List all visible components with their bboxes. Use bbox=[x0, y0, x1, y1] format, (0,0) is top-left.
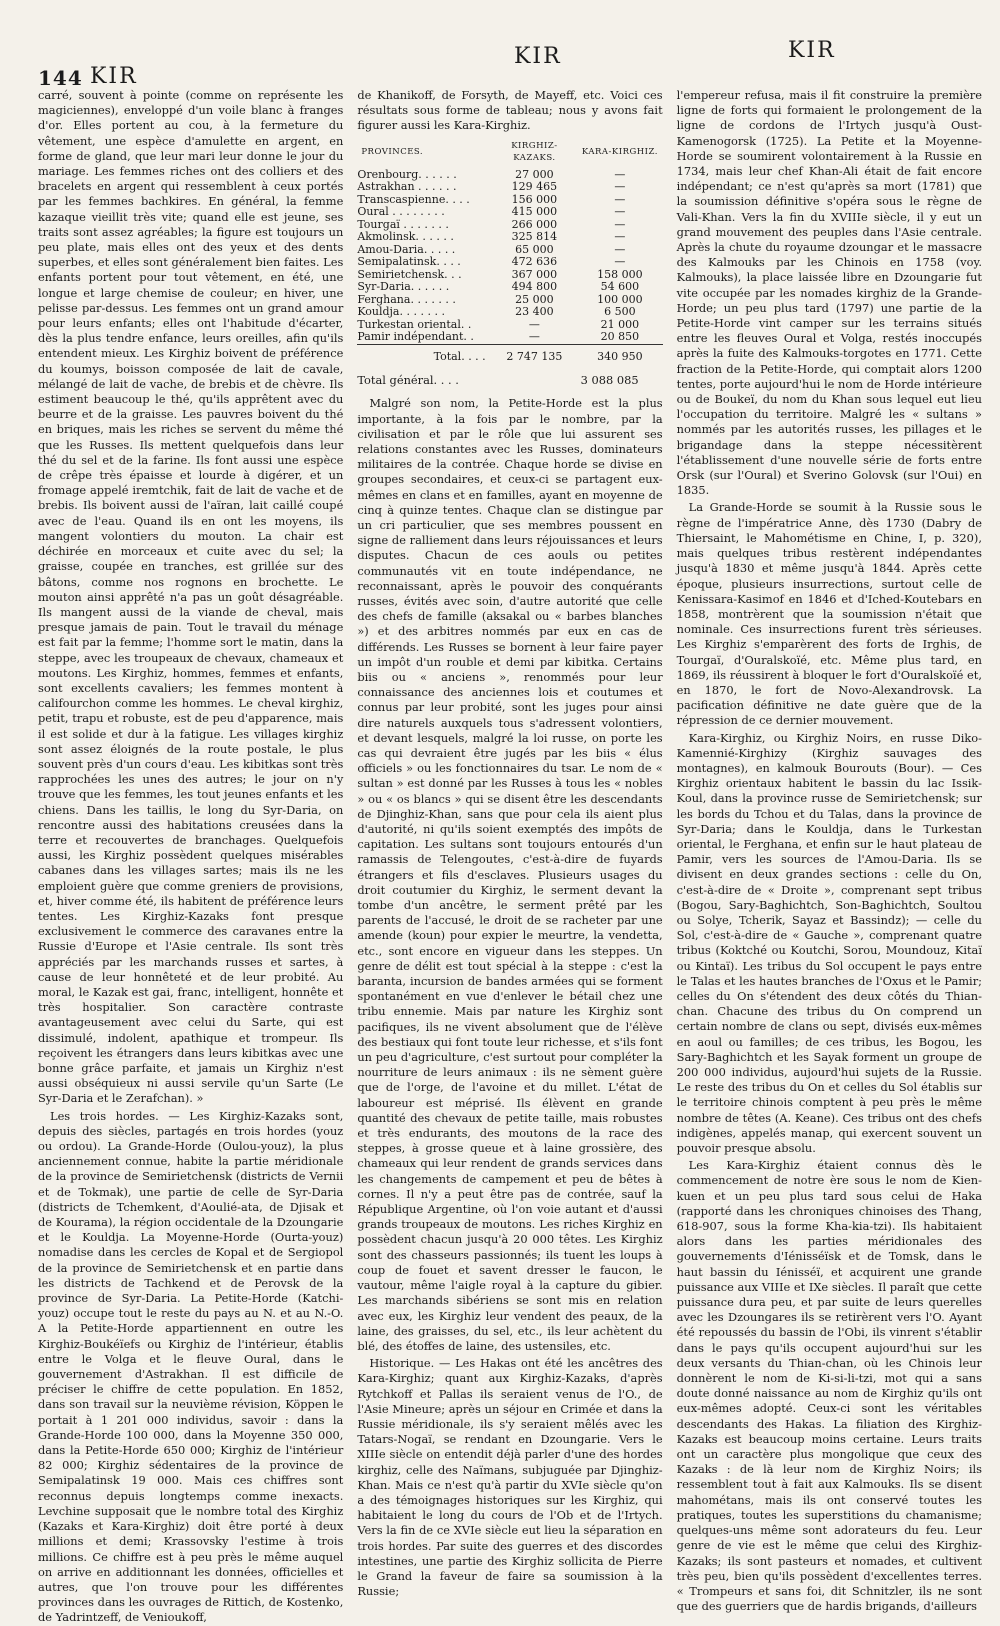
province-name: Syr-Daria. . . . . . bbox=[357, 280, 450, 294]
headword-left: KIR bbox=[90, 64, 138, 89]
paragraph: l'empereur refusa, mais il fit construire la première ligne de forts qui formaient le prolongement de la ligne de cordons de l'Irtych jusqu'à Oust-Kamenogorsk (1725). La Petite et la Moyenne-Horde se soumirent volontairement à la Russie en 1734, mais leur chef Khan-Ali était de fait encore indépendant; ce n'est qu'après sa mort (1781) que la soumission définitive s'opéra sous le règne de Vali-Khan. Vers la fin du XVIIIe siècle, il y eut un grand mouvement des peuples dans l'Asie centrale. Après la chute du royaume dzoungar et le massacre des Kalmouks par les Chinois en 1758 (voy. Kalmouks), la place laissée libre en Dzoungarie fut vite occupée par les nomades kirghiz de la Grande-Horde; un peu plus tard (1797) une partie de la Petite-Horde vint camper sur les terrains situés entre les fleuves Oural et Volga, restés inoccupés après la fuite des Kalmouks-torgotes en 1771. Cette fraction de la Petite-Horde, qui comptait alors 1200 tentes, porte aujourd'hui le nom de Horde intérieure ou de Boukeï, du nom du Khan sous lequel eut lieu l'occupation du territoire. Malgré les « sultans » nommés par les autorités russes, les pillages et le brigandage dans la steppe nécessitèrent l'établissement d'une nouvelle série de forts entre Orsk (sur l'Oural) et Sverino Golovsk (sur l'Oui) en 1835. bbox=[676, 88, 982, 498]
kara-count: — bbox=[614, 242, 626, 256]
kazaks-count: 325 814 bbox=[511, 230, 558, 244]
total-kazaks: 2 747 135 bbox=[492, 344, 577, 363]
province-name: Orenbourg. . . . . . bbox=[357, 167, 457, 181]
running-head bbox=[28, 36, 982, 90]
kara-count: 158 000 bbox=[597, 267, 643, 281]
kazaks-count: 472 636 bbox=[511, 255, 558, 269]
kazaks-count: 494 800 bbox=[511, 280, 558, 294]
kara-count: — bbox=[614, 230, 626, 244]
province-name: Akmolinsk. . . . . . bbox=[357, 230, 454, 244]
text-columns bbox=[38, 88, 982, 1625]
paragraph: La Grande-Horde se soumit à la Russie sous le règne de l'impératrice Anne, dès 1730 (Dabry de Thiersaint, le Mahométisme en Chine, I, p. 320), mais quelques tribus restèrent indépendantes jusqu'à 1830 et même jusqu'à 1844. Après cette époque, plusieurs insurrections, surtout celle de Kenissara-Kasimof en 1846 et d'Iched-Koutebars en 1858, montrèrent que la soumission n'était que nominale. Ces insurrections furent très sérieuses. Les Kirghiz s'emparèrent des forts de Irghis, de Tourgaï, d'Ouralskoïé, etc. Même plus tard, en 1869, ils réussirent à bloquer le fort d'Ouralskoïé et, en 1870, le fort de Novo-Alexandrovsk. La pacification définitive ne date guère que de la répression de ce dernier mouvement. bbox=[676, 500, 982, 728]
total-kara: 340 950 bbox=[577, 344, 663, 363]
kara-count: — bbox=[614, 192, 626, 206]
paragraph-trois-hordes: Les trois hordes. — Les Kirghiz-Kazaks sont, depuis des siècles, partagés en trois hordes (youz ou ordou). La Grande-Horde (Oulou-youz), la plus anciennement connue, habite la partie méridionale de la province de Semirietchensk (districts de Vernii et de Tokmak), une partie de celle de Syr-Daria (districts de Tchemkent, d'Aoulié-ata, de Djisak et de Kourama), la région occidentale de la Dzoungarie et le Kouldja. La Moyenne-Horde (Ourta-youz) nomadise dans les cercles de Kopal et de Sergiopol de la province de Semirietchensk et en partie dans les districts de Tachkend et de Perovsk de la province de Syr-Daria. La Petite-Horde (Katchi-youz) occupe tout le reste du pays au N. et au N.-O. A la Petite-Horde appartiennent en outre les Kirghiz-Boukéïefs ou Kirghiz de l'intérieur, établis entre le Volga et le fleuve Oural, dans le gouvernement d'Astrakhan. Il est difficile de préciser le chiffre de cette population. En 1852, dans son travail sur la neuvième révision, Köppen le portait à 1 201 000 individus, savoir : dans la Grande-Horde 100 000, dans la Moyenne 350 000, dans la Petite-Horde 650 000; Kirghiz de l'intérieur 82 000; Kirghiz sédentaires de la province de Semipalatinsk 19 000. Mais ces chiffres sont reconnus depuis longtemps comme inexacts. Levchine supposait que le nombre total des Kirghiz (Kazaks et Kara-Kirghiz) doit être porté à deux millions et demi; Krassovsky l'estime à trois millions. Ce chiffre est à peu près le même auquel on arrive en additionnant les données, officielles et autres, que l'on trouve pour les différentes provinces dans les ouvrages de Rittich, de Kostenko, de Yadrintzeff, de Venioukoff, bbox=[38, 1108, 344, 1625]
column-1 bbox=[38, 88, 344, 1625]
table-total-row bbox=[357, 344, 662, 363]
province-name: Semipalatinsk. . . . bbox=[357, 255, 461, 269]
province-name: Astrakhan . . . . . . bbox=[357, 180, 457, 194]
headword-center: KIR bbox=[514, 44, 562, 69]
headword-right: KIR bbox=[788, 38, 836, 63]
table-row bbox=[357, 181, 662, 194]
province-name: Semirietchensk. . . bbox=[357, 267, 462, 281]
table-row bbox=[357, 231, 662, 244]
paragraph: Malgré son nom, la Petite-Horde est la plus importante, à la fois par le nombre, par la civilisation et par le rôle que lui assurent ses relations constantes avec les Russes, dominateurs militaires de la contrée. Chaque horde se divise en groupes secondaires, et ceux-ci se partagent eux-mêmes en clans et en familles, ayant en moyenne de cinq à quinze tentes. Chaque clan se distingue par un cri particulier, que ses membres poussent en signe de ralliement dans leurs réjouissances et leurs disputes. Chacun de ces aouls ou petites communautés vit en toute indépendance, ne reconnaissant, après le pouvoir des conquérants russes, évités avec soin, d'autre autorité que celle des chefs de famille (aksakal ou « barbes blanches ») et des arbitres nommés par eux en cas de différends. Les Russes se bornent à leur faire payer un impôt d'un rouble et demi par kibitka. Certains biis ou « anciens », renommés pour leur connaissance des anciennes lois et coutumes et connus par leur probité, sont les juges pour ainsi dire naturels auxquels tous s'adressent volontiers, et devant lesquels, malgré la loi russe, on porte les cas qui devraient être jugés par les biis « élus officiels » ou les fonctionnaires du tsar. Le nom de « sultan » est donné par les Russes à tous les « nobles » ou « os blancs » qui se disent être les descendants de Djinghiz-Khan, sans que pour cela ils aient plus d'autorité, ni qu'ils soient exemptés des impôts de capitation. Les sultans sont toujours entourés d'un ramassis de Telengoutes, c'est-à-dire de fuyards étrangers et fils d'esclaves. Plusieurs usages du droit coutumier du Kirghiz, le serment devant la tombe d'un ancêtre, le serment prêté par les parents de l'accusé, le droit de se racheter par une amende (koun) pour expier le meurtre, la vendetta, etc., sont encore en vigueur dans les steppes. Un genre de délit est tout spécial à la steppe : c'est la baranta, incursion de bandes armées qui se forment spontanément en vue d'enlever le bétail chez une tribu ennemie. Mais par nature les Kirghiz sont pacifiques, ils ne vivent absolument que de l'élève des bestiaux qui font toute leur richesse, et s'ils font un peu d'agriculture, c'est surtout pour compléter la nourriture de leurs animaux : ils ne sèment guère que de l'orge, de l'avoine et du millet. L'état de laboureur est méprisé. Ils élèvent en grande quantité des chevaux de petite taille, mais robustes et très endurants, des moutons de la race des steppes, à grosse queue et à laine grossière, des chameaux qui leur rendent de grands services dans les changements de campement et peu de bêtes à cornes. Il n'y a peut être pas de contrée, sauf la République Argentine, où l'on voie autant et d'aussi grands troupeaux de moutons. Les riches Kirghiz en possèdent chacun jusqu'à 20 000 têtes. Les Kirghiz sont des chasseurs passionnés; ils tuent les loups à coup de fouet et savent dresser le faucon, le vautour, même l'aigle royal à la capture du gibier. Les marchands sibériens se sont mis en relation avec eux, les Kirghiz leur vendent des peaux, de la laine, des graisses, du sel, etc., ils leur achètent du blé, des étoffes de laine, des ustensiles, etc. bbox=[357, 396, 663, 1353]
province-name: Transcaspienne. . . . bbox=[357, 192, 470, 206]
kara-count: 20 850 bbox=[600, 330, 640, 344]
kara-count: — bbox=[614, 180, 626, 194]
kara-count: 21 000 bbox=[600, 317, 640, 331]
kara-count: — bbox=[614, 205, 626, 219]
kazaks-count: 266 000 bbox=[511, 217, 558, 231]
table-row bbox=[357, 306, 662, 319]
paragraph: carré, souvent à pointe (comme on représente les magiciennes), enveloppé d'un voile blanc à franges d'or. Elles portent au cou, à la fermeture du vêtement, une espèce d'amulette en argent, en forme de gland, que leur mari leur donne le jour du mariage. Les femmes riches ont des colliers et des bracelets en argent qui ressemblent à ceux portés par les femmes bachkires. En général, la femme kazaque vieillit très vite; quand elle est jeune, ses traits sont assez agréables; la figure est toujours un peu plate, mais elles ont des yeux et des dents superbes, et elles sont généralement bien faites. Les enfants portent pour tout vêtement, en été, une longue et large chemise de couleur; en hiver, une pelisse par-dessus. Les femmes ont un grand amour pour leurs enfants; elles ont l'habitude d'écarter, dès la plus tendre enfance, leurs oreilles, afin qu'ils entendent mieux. Les Kirghiz boivent de préférence du koumys, boisson composée de lait de cavale, mélangé de lait de vache, de brebis et de chèvre. Ils estiment beaucoup le thé, qu'ils apprêtent avec du beurre et de la graisse. Les pauvres boivent du thé en briques, mais les riches se servent du même thé que les Russes. Ils mettent quelquefois dans leur thé du sel et de la farine. Ils font aussi une espèce de crêpe très épaisse et lourde à digérer, et un fromage appelé iremtchik, fait de lait de vache et de brebis. Ils boivent aussi de l'aïran, lait caillé coupé avec de l'eau. Quand ils en ont les moyens, ils mangent volontiers du mouton. La chair est déchirée en morceaux et cuite avec du sel; la graisse, coupée en tranches, est grillée sur des bâtons, comme nos rognons en brochette. Le mouton ainsi apprêté n'a pas un goût désagréable. Ils mangent aussi de la viande de cheval, mais presque jamais de pain. Tout le travail du ménage est fait par la femme; l'homme sort le matin, dans la steppe, avec les troupeaux de chevaux, chameaux et moutons. Les Kirghiz, hommes, femmes et enfants, sont excellents cavaliers; les femmes montent à califourchon comme les hommes. Le cheval kirghiz, petit, trapu et robuste, est de peu d'apparence, mais il est solide et dur à la fatigue. Les villages kirghiz sont assez éloignés de la route postale, le plus souvent près d'un cours d'eau. Les kibitkas sont très rapprochées les unes des autres; le jour on n'y trouve que les femmes, les tout jeunes enfants et les chiens. Dans les taillis, le long du Syr-Daria, on rencontre aussi des habitations creusées dans la terre et recouvertes de branchages. Quelquefois aussi, les Kirghiz possèdent quelques misérables cabanes dans les villages sartes; mais ils ne les emploient guère que comme greniers de provisions, et, hiver comme été, ils habitent de préférence leurs tentes. Les Kirghiz-Kazaks font presque exclusivement le commerce des caravanes entre la Russie d'Europe et l'Asie centrale. Ils sont très appréciés par les marchands russes et sartes, à cause de leur honnêteté et de leur probité. Au moral, le Kazak est gai, franc, intelligent, honnête et très hospitalier. Son caractère contraste avantageusement avec celui du Sarte, qui est dissimulé, indolent, apathique et trompeur. Ils reçoivent les étrangers dans leurs kibitkas avec une bonne grâce parfaite, et jamais un Kirghiz n'est aussi obséquieux ni aussi servile qu'un Sarte (Le Syr-Daria et le Zerafchan). » bbox=[38, 88, 344, 1106]
header-kirghiz-kazaks: KIRGHIZ-KAZAKS. bbox=[511, 140, 558, 164]
column-3 bbox=[676, 88, 982, 1614]
table-header-row bbox=[357, 138, 662, 169]
kazaks-count: — bbox=[528, 317, 540, 331]
province-name: Ferghana. . . . . . . bbox=[357, 292, 456, 306]
kazaks-count: 27 000 bbox=[515, 167, 554, 181]
kazaks-count: 25 000 bbox=[515, 292, 554, 306]
kara-count: 100 000 bbox=[597, 292, 643, 306]
paragraph-historique: Historique. — Les Hakas ont été les ancêtres des Kara-Kirghiz; quant aux Kirghiz-Kazaks, d'après Rytchkoff et Pallas ils seraient venus de l'O., de l'Asie Mineure; après un séjour en Crimée et dans la Russie méridionale, ils s'y seraient mêlés avec les Tatars-Nogaï, se rendant en Dzoungarie. Vers le XIIIe siècle on entendit déjà parler d'une des hordes kirghiz, celle des Naïmans, subjuguée par Djinghiz-Khan. Mais ce n'est qu'à partir du XVIe siècle qu'on a des témoignages historiques sur les Kirghiz, qui habitaient le long du cours de l'Ob et de l'Irtych. Vers la fin de ce XVIe siècle eut lieu la séparation en trois hordes. Par suite des guerres et des discordes intestines, une partie des Kirghiz sollicita de Pierre le Grand la faveur de faire sa soumission à la Russie; bbox=[357, 1356, 663, 1599]
province-name: Tourgaï . . . . . . . bbox=[357, 217, 449, 231]
table-row bbox=[357, 331, 662, 344]
total-label: Total. . . . bbox=[357, 344, 491, 363]
province-name: Pamir indépendant. . bbox=[357, 330, 474, 344]
kazaks-count: 156 000 bbox=[511, 192, 558, 206]
kara-count: 54 600 bbox=[600, 280, 640, 294]
paragraph-kara-kirghiz: Kara-Kirghiz, ou Kirghiz Noirs, en russe Diko-Kamennié-Kirghizy (Kirghiz sauvages des montagnes), en kalmouk Bourouts (Bour). — Ces Kirghiz orientaux habitent le bassin du lac Issik-Koul, dans la province russe de Semirietchensk; sur les bords du Tchou et du Talas, dans la province de Syr-Daria; dans le Kouldja, dans le Turkestan oriental, le Ferghana, et enfin sur le haut plateau de Pamir, vers les sources de l'Amou-Daria. Ils se divisent en deux grandes sections : celle du On, c'est-à-dire de « Droite », comprenant sept tribus (Bogou, Sary-Baghichtch, Son-Baghichtch, Soultou ou Solye, Tcherik, Sayaz et Bassindz); — celle du Sol, c'est-à-dire de « Gauche », comprenant quatre tribus (Koktché ou Koutchi, Sorou, Moundouz, Kitaï ou Kintaï). Les tribus du Sol occupent le pays entre le Talas et les hautes branches de l'Oxus et le Pamir; celles du On s'étendent des deux côtés du Thian-chan. Chacune des tribus du On comprend un certain nombre de clans ou sept, divisés eux-mêmes en aoul ou familles; de ces tribus, les Bogou, les Sary-Baghichtch et les Sayak forment un groupe de 200 000 individus, aujourd'hui sujets de la Russie. Le reste des tribus du On et celles du Sol établis sur le territoire chinois comptent à peu près le même nombre de têtes (A. Keane). Ces tribus ont des chefs indigènes, appelés manap, qui exercent souvent un pouvoir presque absolu. bbox=[676, 730, 982, 1156]
grand-total bbox=[357, 369, 662, 396]
province-name: Kouldja. . . . . . . bbox=[357, 305, 445, 319]
kazaks-count: 129 465 bbox=[511, 180, 558, 194]
column-2 bbox=[357, 88, 663, 1599]
table-body bbox=[357, 169, 662, 345]
grand-total-label: Total général. . . . bbox=[357, 373, 459, 388]
population-table bbox=[357, 138, 662, 364]
grand-total-value: 3 088 085 bbox=[580, 373, 639, 388]
province-name: Amou-Daria. . . . . bbox=[357, 242, 456, 256]
kazaks-count: 65 000 bbox=[515, 242, 554, 256]
paragraph-intro: de Khanikoff, de Forsyth, de Mayeff, etc. Voici ces résultats sous forme de tableau; nous y avons fait figurer aussi les Kara-Kirghiz. bbox=[357, 88, 663, 133]
kara-count: — bbox=[614, 255, 626, 269]
province-name: Turkestan oriental. . bbox=[357, 317, 472, 331]
page-number: 144 bbox=[38, 66, 83, 90]
kara-count: — bbox=[614, 217, 626, 231]
paragraph: Les Kara-Kirghiz étaient connus dès le commencement de notre ère sous le nom de Kien-kuen et un peu plus tard sous celui de Haka (rapporté dans les chroniques chinoises des Thang, 618-907, sous la forme Kha-kia-tzi). Ils habitaient alors dans les parties méridionales des gouvernements d'Iénisséïsk et de Tomsk, dans le haut bassin du Iénisséï, et acquirent une grande puissance aux VIIIe et IXe siècles. Il paraît que cette puissance dura peu, et par suite de leurs querelles avec les Dzoungares ils se retirèrent vers l'O. Ayant été repoussés du bassin de l'Obi, ils vinrent s'établir dans le pays qu'ils occupent aujourd'hui sur les deux versants du Thian-chan, où les Chinois leur donnèrent le nom de Ki-si-li-tzi, mot qui a sans doute donné naissance au nom de Kirghiz qu'ils ont eux-mêmes adopté. Ceux-ci sont les véritables descendants des Hakas. La filiation des Kirghiz-Kazaks est beaucoup moins certaine. Leurs traits ont un caractère plus mongolique que ceux des Kazaks : de là leur nom de Kirghiz Noirs; ils ressemblent tout à fait aux Kalmouks. Ils se disent mahométans, mais ils ont conservé toutes les pratiques, toutes les superstitions du chamanisme; quelques-uns même sont adorateurs du feu. Leur genre de vie est le même que celui des Kirghiz-Kazaks; ils sont pasteurs et nomades, et cultivent très peu, bien qu'ils possèdent d'excellentes terres. « Trompeurs et sans foi, dit Schnitzler, ils ne sont que des guerriers que de hardis brigands, d'ailleurs bbox=[676, 1158, 982, 1614]
kazaks-count: 415 000 bbox=[511, 205, 558, 219]
kara-count: — bbox=[614, 167, 626, 181]
table-row bbox=[357, 281, 662, 294]
kazaks-count: 23 400 bbox=[515, 305, 554, 319]
province-name: Oural . . . . . . . . bbox=[357, 205, 445, 219]
table-row bbox=[357, 206, 662, 219]
kazaks-count: 367 000 bbox=[511, 267, 558, 281]
header-provinces: PROVINCES. bbox=[361, 146, 424, 157]
kazaks-count: — bbox=[528, 330, 540, 344]
kara-count: 6 500 bbox=[604, 305, 636, 319]
table-row bbox=[357, 256, 662, 269]
header-kara-kirghiz: KARA-KIRGHIZ. bbox=[581, 146, 658, 157]
